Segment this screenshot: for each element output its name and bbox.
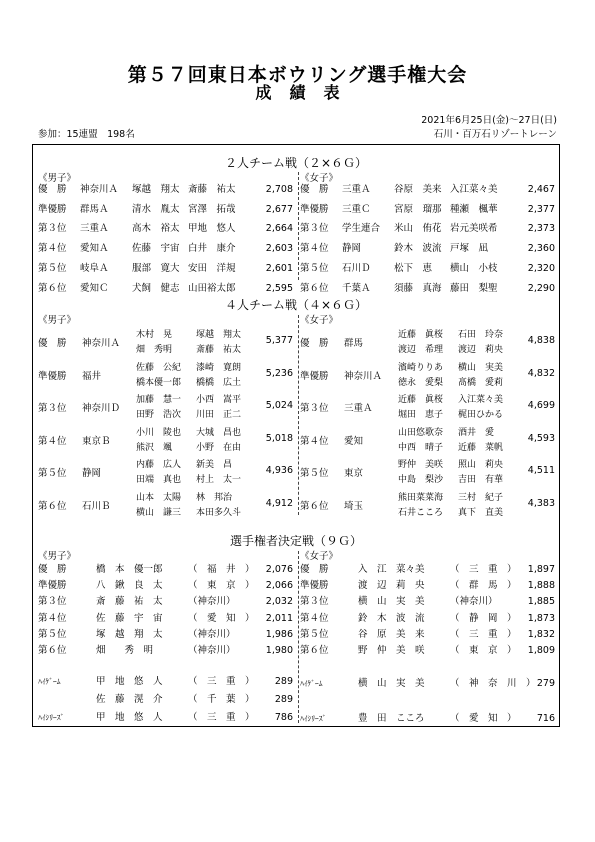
- table-row: [38, 643, 293, 659]
- score: 2,467: [527, 184, 555, 195]
- score: 1,888: [527, 580, 555, 592]
- score: 2,076: [265, 564, 293, 575]
- score: 1,873: [527, 612, 555, 624]
- table-row: [38, 611, 293, 627]
- table-row: [300, 578, 555, 594]
- table-row: [300, 239, 555, 259]
- rank: 第３位: [300, 596, 329, 608]
- team: 愛知Ａ: [80, 243, 109, 255]
- player-1: 塚越 翔太: [132, 184, 180, 195]
- score: 1,980: [265, 645, 293, 656]
- pairs-men-label: 《男子》: [38, 173, 77, 184]
- rank: 第６位: [38, 282, 67, 294]
- score: 4,699: [527, 400, 555, 411]
- score: 2,603: [265, 243, 293, 255]
- player-name: 畑 秀 明: [96, 645, 154, 656]
- team: 愛知: [344, 435, 364, 447]
- table-row: [300, 711, 555, 727]
- player-1: 濱崎りりあ: [398, 362, 444, 373]
- table-row: [38, 239, 293, 259]
- player-2: 漆崎 寛朗: [196, 362, 242, 373]
- player-name: 佐 藤 宇 宙: [96, 612, 163, 624]
- player-name: 鈴 木 波 流: [358, 612, 425, 624]
- score: 1,885: [527, 596, 555, 608]
- table-row: [38, 457, 293, 489]
- high-label: ﾊｲｼﾘｰｽﾞ: [38, 713, 65, 722]
- player-1: 犬飼 健志: [132, 282, 180, 294]
- high-label: ﾊｲｹﾞｰﾑ: [38, 677, 61, 686]
- score: 2,360: [527, 243, 555, 255]
- player-name: 斎 藤 祐 太: [96, 596, 163, 608]
- rank: 第５位: [38, 468, 67, 479]
- player-1: 小川 陵也: [136, 427, 182, 438]
- score: 5,018: [265, 432, 293, 444]
- prefecture: （ 三 重 ）: [450, 628, 517, 640]
- score: 2,066: [265, 580, 293, 592]
- player-4: 吉田 有華: [458, 475, 504, 485]
- table-row: [38, 392, 293, 424]
- championship-women-label: 《女子》: [300, 551, 339, 562]
- score: 2,290: [527, 282, 555, 294]
- player-2: 石田 玲奈: [458, 330, 504, 340]
- score: 2,377: [527, 203, 555, 215]
- table-row: [38, 180, 293, 200]
- table-row: [38, 259, 293, 279]
- rank: 準優勝: [300, 203, 329, 215]
- table-row: [38, 219, 293, 239]
- team: 群馬: [344, 338, 364, 349]
- table-row: [300, 327, 555, 359]
- rank: 第５位: [300, 628, 329, 640]
- player-1: 服部 寛大: [132, 262, 180, 274]
- score: 2,320: [527, 262, 555, 274]
- score: 4,838: [527, 335, 555, 346]
- player-name: 橋 本 優一郎: [96, 564, 163, 575]
- player-2: 戸塚 凪: [450, 243, 489, 255]
- score: 2,032: [265, 596, 293, 608]
- pairs-women-label: 《女子》: [300, 173, 339, 184]
- player-3: 田野 浩次: [136, 410, 182, 420]
- score: 1,809: [527, 645, 555, 656]
- rank: 第５位: [38, 628, 67, 640]
- player-2: 甲地 悠人: [188, 223, 236, 235]
- table-row: [300, 627, 555, 643]
- rank: 第４位: [38, 435, 67, 447]
- player-2: 藤田 梨聖: [450, 282, 498, 294]
- team: 神奈川Ａ: [82, 338, 121, 349]
- score: 4,912: [265, 497, 293, 509]
- player-1: 近藤 眞桜: [398, 395, 444, 405]
- rank: 第４位: [38, 243, 67, 255]
- prefecture: （ 三 重 ）: [188, 712, 255, 723]
- rank: 準優勝: [300, 580, 329, 592]
- player-name: 横 山 実 美: [358, 596, 425, 608]
- player-3: 中島 梨沙: [398, 475, 444, 485]
- participants: 参加：15連盟 198名: [38, 129, 135, 140]
- table-row: [300, 676, 555, 692]
- player-name: 横 山 実 美: [358, 678, 425, 689]
- player-3: 畑 秀明: [136, 345, 173, 355]
- player-1: 宮原 瑠那: [394, 203, 442, 215]
- player-1: 熊田菜菜海: [398, 492, 444, 503]
- player-2: 横山 実美: [458, 362, 504, 373]
- player-4: 渡辺 莉央: [458, 345, 504, 355]
- rank: 準優勝: [38, 203, 67, 215]
- table-row: [300, 180, 555, 200]
- player-4: 近藤 菜帆: [458, 442, 504, 453]
- fours-title: ４人チーム戦（４×６Ｇ）: [224, 298, 368, 312]
- rank: 第６位: [300, 500, 329, 512]
- team: 静岡: [82, 468, 102, 479]
- score: 4,832: [527, 367, 555, 379]
- player-4: 髙橋 愛莉: [458, 377, 504, 388]
- player-2: 安田 洋規: [188, 262, 236, 274]
- pairs-divider: [298, 172, 299, 280]
- player-3: 中西 晴子: [398, 442, 444, 453]
- score: 2,708: [265, 184, 293, 195]
- team: 愛知Ｃ: [80, 282, 109, 294]
- player-2: 小西 嵩平: [196, 395, 242, 405]
- player-3: 横山 謙三: [136, 507, 182, 518]
- page-subtitle: 成績表: [255, 83, 358, 102]
- table-row: [300, 562, 555, 578]
- prefecture: （ 千 葉 ）: [188, 694, 255, 705]
- team: 静岡: [342, 243, 362, 255]
- high-label: ﾊｲｹﾞｰﾑ: [300, 679, 323, 688]
- score: 2,595: [265, 282, 293, 294]
- score: 4,511: [527, 465, 555, 476]
- rank: 第３位: [38, 223, 67, 235]
- player-4: 本田多久斗: [196, 507, 242, 518]
- player-name: 塚 越 翔 太: [96, 628, 163, 640]
- prefecture: （ 群 馬 ）: [450, 580, 517, 592]
- player-2: 三村 紀子: [458, 492, 504, 503]
- player-name: 谷 原 美 来: [358, 628, 425, 640]
- high-label: ﾊｲｼﾘｰｽﾞ: [300, 714, 327, 723]
- player-3: 石井こころ: [398, 507, 444, 518]
- player-1: 佐藤 公紀: [136, 362, 182, 373]
- fours-women-label: 《女子》: [300, 315, 339, 326]
- team: 東京Ｂ: [82, 435, 111, 447]
- score: 2,664: [265, 223, 293, 235]
- player-1: 須藤 真海: [394, 282, 442, 294]
- score: 2,677: [265, 203, 293, 215]
- rank: 第３位: [38, 403, 67, 414]
- score: 786: [274, 712, 293, 723]
- player-4: 真下 直美: [458, 507, 504, 518]
- table-row: [38, 425, 293, 457]
- table-row: [300, 490, 555, 522]
- score: 2,011: [265, 612, 293, 624]
- player-3: 橋本優一郎: [136, 377, 182, 388]
- player-3: 堀田 恵子: [398, 410, 444, 420]
- score: 5,024: [265, 400, 293, 411]
- player-1: 松下 恵: [394, 262, 433, 274]
- rank: 第６位: [300, 282, 329, 294]
- score: 2,601: [265, 262, 293, 274]
- player-1: 谷原 美来: [394, 184, 442, 195]
- rank: 準優勝: [300, 370, 329, 382]
- table-row: [38, 490, 293, 522]
- table-row: [300, 611, 555, 627]
- fours-men-label: 《男子》: [38, 315, 77, 326]
- player-4: 村上 太一: [196, 475, 242, 485]
- score: 289: [274, 694, 293, 705]
- score: 4,936: [265, 465, 293, 476]
- team: 石川Ｄ: [342, 262, 371, 274]
- score: 1,832: [527, 628, 555, 640]
- table-row: [300, 457, 555, 489]
- player-name: 渡 辺 莉 央: [358, 580, 425, 592]
- rank: 準優勝: [38, 370, 67, 382]
- player-2: 新美 昌: [196, 460, 233, 470]
- player-1: 清水 胤太: [132, 203, 180, 215]
- player-2: 横山 小枝: [450, 262, 498, 274]
- team: 東京: [344, 468, 364, 479]
- rank: 優 勝: [38, 564, 67, 575]
- player-1: 木村 晃: [136, 330, 173, 340]
- table-row: [38, 360, 293, 392]
- page-title: 第５７回東日本ボウリング選手権大会: [127, 64, 468, 86]
- player-2: 林 邦治: [196, 492, 233, 503]
- table-row: [300, 392, 555, 424]
- table-row: [300, 259, 555, 279]
- player-2: 岩元美咲希: [450, 223, 498, 235]
- rank: 優 勝: [300, 184, 329, 195]
- prefecture: （ 三 重 ）: [450, 564, 517, 575]
- player-name: 入 江 菜々美: [358, 564, 425, 575]
- player-2: 入江菜々美: [450, 184, 498, 195]
- prefecture: （神奈川）: [450, 596, 498, 608]
- player-4: 小野 在由: [196, 442, 242, 453]
- player-4: 川田 正二: [196, 410, 242, 420]
- score: 4,593: [527, 432, 555, 444]
- score: 716: [536, 713, 555, 724]
- score: 2,373: [527, 223, 555, 235]
- table-row: [300, 360, 555, 392]
- rank: 第５位: [300, 262, 329, 274]
- player-1: 加藤 慧一: [136, 395, 182, 405]
- prefecture: （神奈川）: [188, 596, 236, 608]
- prefecture: （神奈川）: [188, 628, 236, 640]
- table-row: [38, 594, 293, 610]
- player-4: 梶田ひかる: [458, 410, 504, 420]
- table-row: [300, 200, 555, 220]
- player-1: 高木 裕太: [132, 223, 180, 235]
- rank: 第３位: [300, 223, 329, 235]
- prefecture: （ 東 京 ）: [188, 580, 255, 592]
- team: 学生連合: [342, 223, 381, 235]
- rank: 第５位: [38, 262, 67, 274]
- table-row: [38, 627, 293, 643]
- player-1: 近藤 眞桜: [398, 330, 444, 340]
- player-3: 熊沢 颯: [136, 442, 173, 453]
- table-row: [38, 200, 293, 220]
- table-row: [300, 425, 555, 457]
- team: 三重Ａ: [344, 403, 373, 414]
- player-name: 豊 田 こころ: [358, 713, 425, 724]
- rank: 優 勝: [300, 338, 329, 349]
- player-1: 内藤 広人: [136, 460, 182, 470]
- player-1: 米山 侑花: [394, 223, 442, 235]
- rank: 第３位: [300, 403, 329, 414]
- player-name: 甲 地 悠 人: [96, 676, 163, 687]
- team: 神奈川Ａ: [344, 370, 383, 382]
- team: 福井: [82, 370, 102, 382]
- rank: 第４位: [300, 243, 329, 255]
- table-row: [38, 562, 293, 578]
- rank: 第６位: [38, 500, 67, 512]
- player-4: 橋橋 広土: [196, 377, 242, 388]
- player-3: 渡辺 希理: [398, 345, 444, 355]
- player-1: 山田悠歌奈: [398, 427, 444, 438]
- pairs-title: ２人チーム戦（２×６Ｇ）: [224, 156, 368, 170]
- rank: 第４位: [300, 435, 329, 447]
- player-1: 野仲 美咲: [398, 460, 444, 470]
- player-name: 野 仲 美 咲: [358, 645, 425, 656]
- score: 279: [536, 678, 555, 689]
- player-4: 斎藤 祐太: [196, 345, 242, 355]
- table-row: [300, 643, 555, 659]
- table-row: [300, 594, 555, 610]
- championship-title: 選手権者決定戦（９Ｇ）: [229, 534, 362, 548]
- team: 埼玉: [344, 500, 364, 512]
- team: 千葉Ａ: [342, 282, 371, 294]
- score: 4,383: [527, 497, 555, 509]
- team: 三重Ａ: [342, 184, 371, 195]
- player-2: 塚越 翔太: [196, 330, 242, 340]
- player-2: 白井 康介: [188, 243, 236, 255]
- prefecture: （ 福 井 ）: [188, 564, 255, 575]
- rank: 優 勝: [300, 564, 329, 575]
- championship-men-label: 《男子》: [38, 551, 77, 562]
- team: 岐阜Ａ: [80, 262, 109, 274]
- player-2: 山田裕太郎: [188, 282, 236, 294]
- prefecture: （ 愛 知 ）: [450, 713, 517, 724]
- team: 群馬Ａ: [80, 203, 109, 215]
- player-2: 種瀬 楓華: [450, 203, 498, 215]
- prefecture: （ 東 京 ）: [450, 645, 517, 656]
- rank: 準優勝: [38, 580, 67, 592]
- rank: 第５位: [300, 468, 329, 479]
- team: 三重Ａ: [80, 223, 109, 235]
- player-2: 大城 昌也: [196, 427, 242, 438]
- player-2: 入江菜々美: [458, 395, 504, 405]
- score: 5,377: [265, 335, 293, 346]
- table-row: [38, 692, 293, 708]
- player-2: 酒井 愛: [458, 427, 495, 438]
- table-row: [38, 327, 293, 359]
- table-row: [38, 710, 293, 726]
- table-row: [38, 674, 293, 690]
- rank: 第３位: [38, 596, 67, 608]
- player-1: 佐藤 宇宙: [132, 243, 180, 255]
- table-row: [300, 219, 555, 239]
- player-3: 田端 真也: [136, 475, 182, 485]
- venue: 石川・百万石リゾートレーン: [433, 129, 557, 140]
- rank: 第６位: [38, 645, 67, 656]
- team: 石川Ｂ: [82, 500, 111, 512]
- prefecture: （ 愛 知 ）: [188, 612, 255, 624]
- championship-divider: [298, 551, 299, 723]
- prefecture: （神奈川）: [188, 645, 236, 656]
- prefecture: （ 静 岡 ）: [450, 612, 517, 624]
- player-1: 山本 太陽: [136, 492, 182, 503]
- rank: 第４位: [300, 612, 329, 624]
- fours-divider: [298, 315, 299, 515]
- player-name: 佐 藤 滉 介: [96, 694, 163, 705]
- prefecture: （ 三 重 ）: [188, 676, 255, 687]
- score: 5,236: [265, 367, 293, 379]
- event-date: 2021年6月25日(金)～27日(日): [421, 115, 557, 126]
- rank: 優 勝: [38, 338, 67, 349]
- score: 289: [274, 676, 293, 687]
- team: 神奈川Ｄ: [82, 403, 121, 414]
- prefecture: （ 神 奈 川 ）: [450, 678, 536, 689]
- score: 1,897: [527, 564, 555, 575]
- player-name: 甲 地 悠 人: [96, 712, 163, 723]
- player-2: 斎藤 祐太: [188, 184, 236, 195]
- score: 1,986: [265, 628, 293, 640]
- table-row: [38, 578, 293, 594]
- player-2: 照山 莉央: [458, 460, 504, 470]
- player-name: 八 鍬 良 太: [96, 580, 163, 592]
- team: 神奈川Ａ: [80, 184, 119, 195]
- rank: 第４位: [38, 612, 67, 624]
- team: 三重Ｃ: [342, 203, 371, 215]
- rank: 第６位: [300, 645, 329, 656]
- player-1: 鈴木 波流: [394, 243, 442, 255]
- player-2: 宮澤 拓哉: [188, 203, 236, 215]
- player-3: 徳永 愛梨: [398, 377, 444, 388]
- rank: 優 勝: [38, 184, 67, 195]
